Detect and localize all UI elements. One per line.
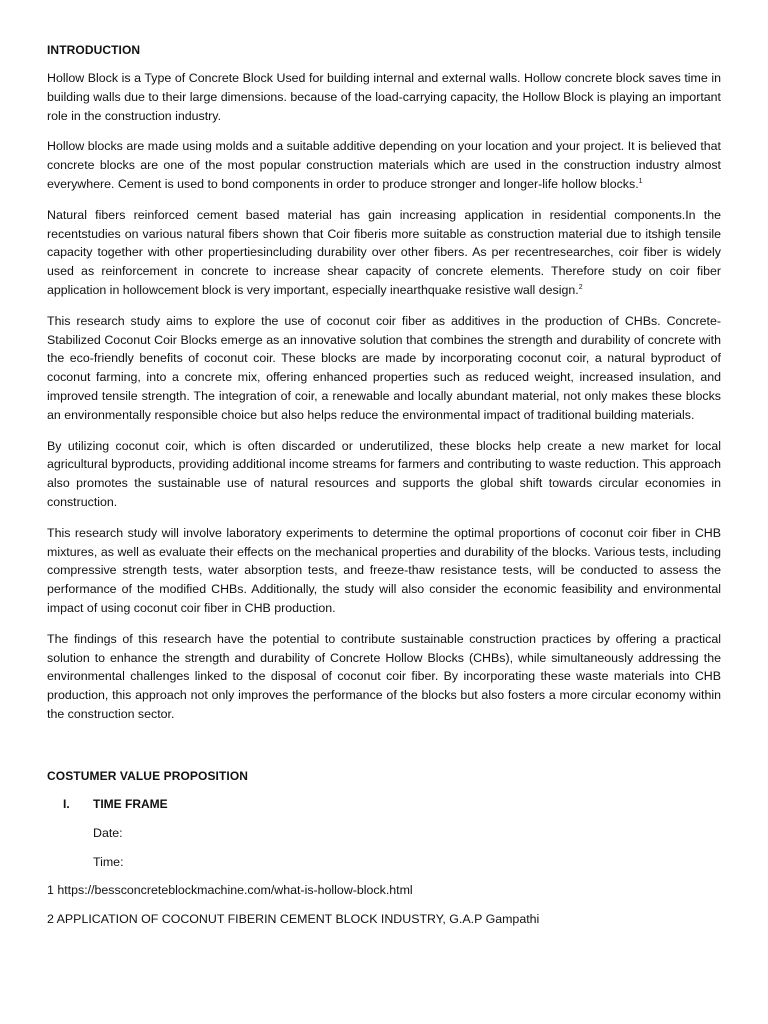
introduction-heading: INTRODUCTION [47, 43, 141, 57]
footnote-2: 2 APPLICATION OF COCONUT FIBERIN CEMENT BLOCK INDUSTRY, G.A.P Gampathi [47, 911, 540, 926]
paragraph-3 [47, 206, 721, 300]
time-frame-title: TIME FRAME [93, 796, 168, 811]
footnote-ref-2: 2 [578, 283, 583, 291]
paragraph-3-text: Natural fibers reinforced cement based material has gain increasing application in residential components.In the recentstudies on various natural fibers shown that Coir fiberis more suitable as construction material due to itshigh tensile capacity together with other propertiesincluding durability over other fibers. As per recentresearches, coir fiber is widely used as reinforcement in concrete to increase shear capacity of concrete elements. Therefore study on coir fiber application in hollowcement block is very important, especially inearthquake resistive wall design. [47, 207, 721, 297]
paragraph-7: The findings of this research have the potential to contribute sustainable construction practices by offering a practical solution to enhance the strength and durability of Concrete Hollow Blocks (CHBs), while simultaneously addressing the environmental challenges linked to the disposal of coconut coir fiber. By incorporating these waste materials into CHB production, this approach not only improves the performance of the blocks but also fosters a more circular economy within the construction sector. [47, 631, 721, 721]
time-frame-item [47, 797, 721, 811]
time-label: Time: [93, 854, 124, 869]
paragraph-5: By utilizing coconut coir, which is often discarded or underutilized, these blocks help create a new market for local agricultural byproducts, providing additional income streams for farmers and contributing to waste reduction. This approach also promotes the sustainable use of natural resources and supports the global shift towards circular economies in construction. [47, 438, 721, 509]
paragraph-2-text: Hollow blocks are made using molds and a suitable additive depending on your location and your project. It is believed that concrete blocks are one of the most popular construction materials which are used in the construction industry almost everywhere. Cement is used to bond components in order to produce stronger and longer-life hollow blocks. [47, 139, 721, 191]
footnote-ref-1: 1 [638, 177, 643, 185]
paragraph-4: This research study aims to explore the use of coconut coir fiber as additives in the production of CHBs. Concrete-Stabilized Coconut Coir Blocks emerge as an innovative solution that combines the strength and durability of concrete with the eco-friendly benefits of coconut coir. These blocks are made by incorporating coconut coir, a natural byproduct of coconut farming, into a concrete mix, offering enhanced properties such as reduced weight, increased insulation, and improved tensile strength. The integration of coir, a renewable and locally abundant material, not only makes these blocks an environmentally responsible choice but also helps reduce the environmental impact of traditional building materials. [47, 313, 721, 422]
customer-value-proposition-heading: COSTUMER VALUE PROPOSITION [47, 768, 249, 783]
paragraph-6: This research study will involve laboratory experiments to determine the optimal proportions of coconut coir fiber in CHB mixtures, as well as evaluate their effects on the mechanical properties and durability of the blocks. Various tests, including compressive strength tests, water absorption tests, and freeze-thaw resistance tests, will be conducted to assess the performance of the modified CHBs. Additionally, the study will also consider the economic feasibility and environmental impact of using coconut coir fiber in CHB production. [47, 525, 721, 615]
footnote-1: 1 https://bessconcreteblockmachine.com/what-is-hollow-block.html [47, 882, 413, 897]
list-number: I. [63, 796, 70, 811]
paragraph-1: Hollow Block is a Type of Concrete Block Used for building internal and external walls. Hollow concrete block saves time in building walls due to their large dimensions. because of the load-carrying capacity, the Hollow Block is playing an important role in the construction industry. [47, 71, 721, 123]
date-label: Date: [93, 825, 123, 840]
paragraph-2 [47, 137, 721, 193]
